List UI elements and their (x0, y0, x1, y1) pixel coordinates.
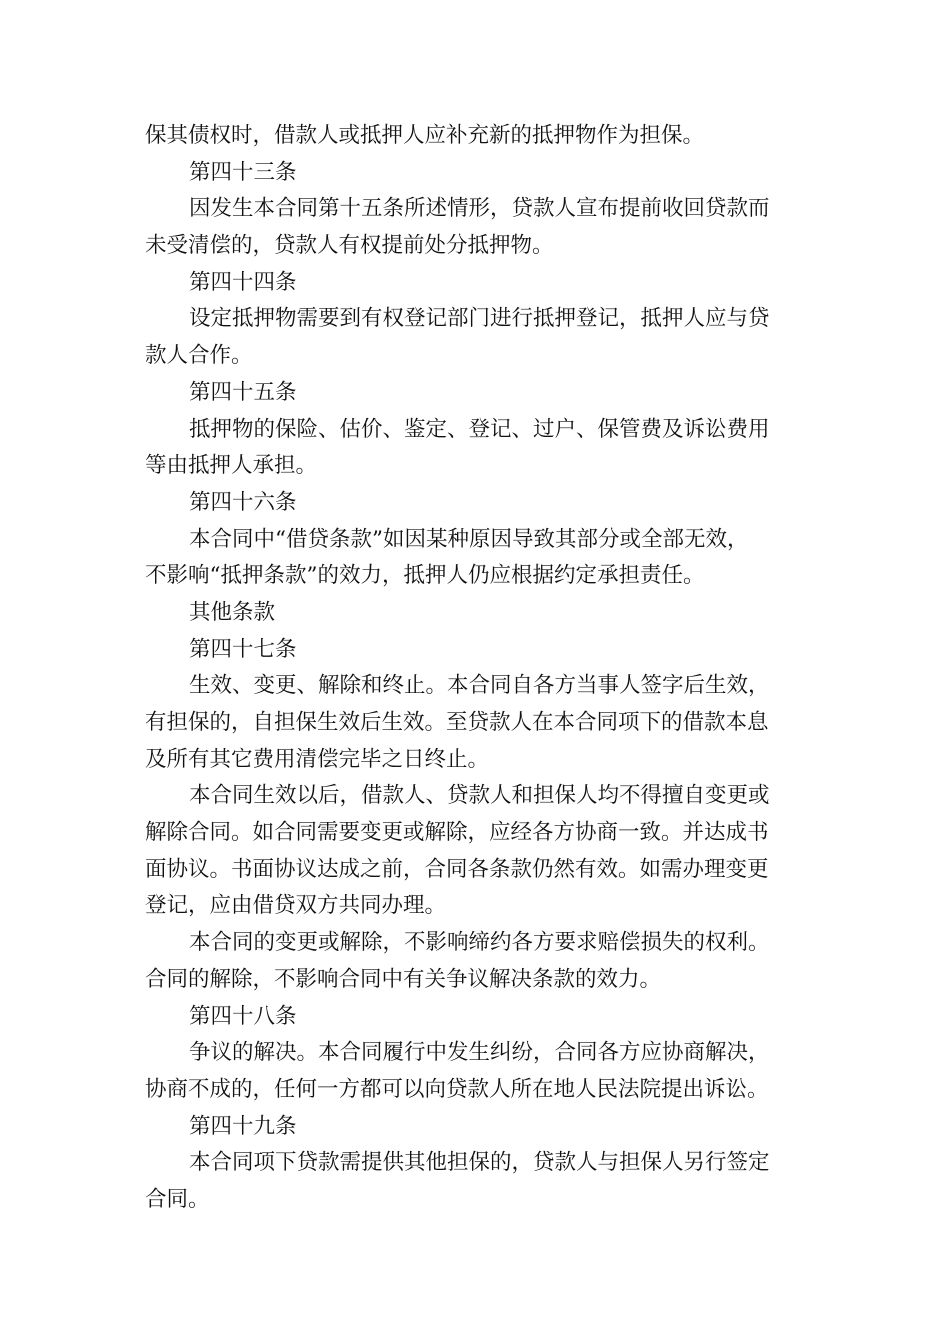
text-line: 不影响“抵押条款”的效力，抵押人仍应根据约定承担责任。 (145, 563, 705, 589)
text-line: 第四十九条 (189, 1113, 297, 1139)
text-line: 其他条款 (189, 599, 276, 625)
text-line: 解除合同。如合同需要变更或解除，应经各方协商一致。并达成书 (145, 820, 769, 846)
text-line: 争议的解决。本合同履行中发生纠纷，合同各方应协商解决， (189, 1040, 770, 1066)
text-line: 登记，应由借贷双方共同办理。 (145, 893, 447, 919)
text-line: 第四十四条 (189, 269, 297, 295)
text-line: 因发生本合同第十五条所述情形，贷款人宣布提前收回贷款而 (189, 196, 770, 222)
text-line: 合同。 (145, 1186, 210, 1212)
document-body (145, 118, 810, 1219)
text-line: 本合同的变更或解除，不影响缔约各方要求赔偿损失的权利。 (189, 930, 770, 956)
text-line: 款人合作。 (145, 343, 253, 369)
text-line: 等由抵押人承担。 (145, 453, 318, 479)
text-line: 抵押物的保险、估价、鉴定、登记、过户、保管费及诉讼费用 (189, 416, 770, 442)
text-line: 生效、变更、解除和终止。本合同自各方当事人签字后生效， (189, 673, 770, 699)
text-line: 本合同生效以后，借款人、贷款人和担保人均不得擅自变更或 (189, 783, 770, 809)
text-line: 协商不成的，任何一方都可以向贷款人所在地人民法院提出诉讼。 (145, 1076, 769, 1102)
text-line: 及所有其它费用清偿完毕之日终止。 (145, 746, 490, 772)
text-line: 设定抵押物需要到有权登记部门进行抵押登记，抵押人应与贷 (189, 306, 770, 332)
text-line: 本合同项下贷款需提供其他担保的，贷款人与担保人另行签定 (189, 1150, 770, 1176)
text-line: 合同的解除，不影响合同中有关争议解决条款的效力。 (145, 966, 662, 992)
text-line: 有担保的，自担保生效后生效。至贷款人在本合同项下的借款本息 (145, 710, 769, 735)
text-line: 未受清偿的，贷款人有权提前处分抵押物。 (145, 233, 554, 259)
text-line: 第四十三条 (189, 159, 297, 185)
text-line: 第四十八条 (189, 1003, 297, 1029)
text-line: 面协议。书面协议达成之前，合同各条款仍然有效。如需办理变更 (145, 856, 769, 882)
text-line: 本合同中“借贷条款”如因某种原因导致其部分或全部无效， (189, 526, 749, 552)
text-line: 第四十六条 (189, 489, 297, 515)
text-line: 第四十七条 (189, 636, 297, 662)
text-line: 保其债权时，借款人或抵押人应补充新的抵押物作为担保。 (145, 123, 705, 148)
text-line: 第四十五条 (189, 379, 297, 405)
